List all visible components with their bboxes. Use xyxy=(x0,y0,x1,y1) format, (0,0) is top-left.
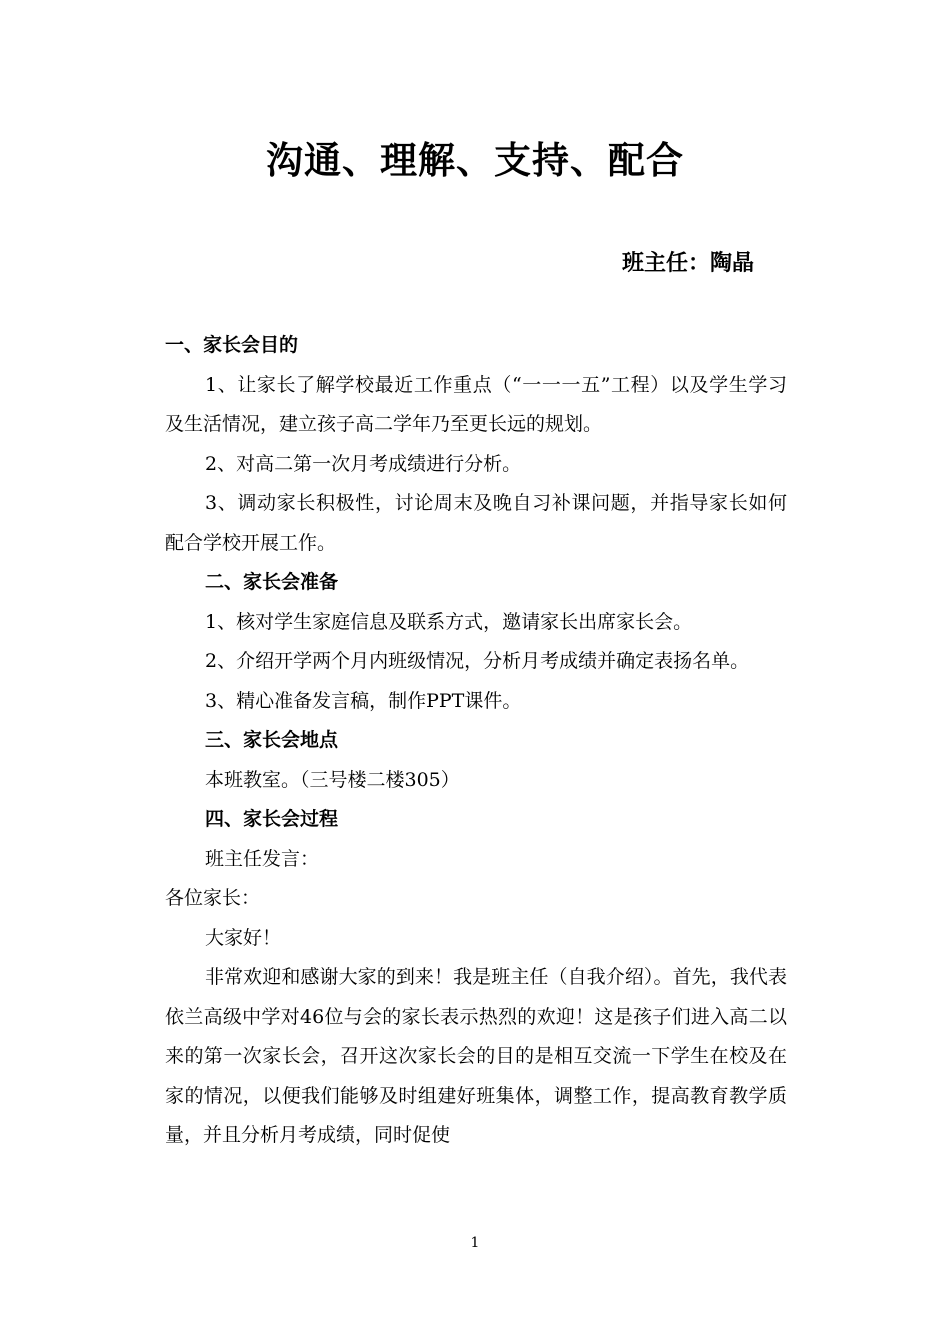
salutation: 各位家长： xyxy=(165,887,261,909)
paragraph: 3、精心准备发言稿，制作PPT课件。 xyxy=(205,689,522,712)
paragraph: 2、对高二第一次月考成绩进行分析。 xyxy=(205,452,522,475)
paragraph: 1、核对学生家庭信息及联系方式，邀请家长出席家长会。 xyxy=(205,610,693,633)
document-author: 班主任：陶晶 xyxy=(622,251,755,276)
document-title: 沟通、理解、支持、配合 xyxy=(266,139,684,182)
paragraph: 非常欢迎和感谢大家的到来！我是班主任（自我介绍）。首先，我代表依兰高级中学对46位与会的家长表示热烈的欢迎！这是孩子们进入高二以来的第一次家长会，召开这次家长会的目的是相互交流一下学生在校及在家的情况，以便我们能够及时组建好班集体，调整工作，提高教育教学质量，并且分析月考成绩，同时促使 xyxy=(165,966,787,1146)
paragraph: 2、介绍开学两个月内班级情况，分析月考成绩并确定表扬名单。 xyxy=(205,650,750,672)
paragraph: 班主任发言： xyxy=(205,847,320,870)
paragraph: 3、调动家长积极性，讨论周末及晚自习补课问题，并指导家长如何配合学校开展工作。 xyxy=(165,492,787,554)
paragraph: 本班教室。（三号楼二楼305） xyxy=(205,768,460,791)
section-heading-purpose: 一、家长会目的 xyxy=(165,334,299,356)
page-number: 1 xyxy=(470,1235,480,1251)
document-body xyxy=(165,326,787,1156)
section-heading-process: 四、家长会过程 xyxy=(205,808,339,830)
greeting: 大家好！ xyxy=(205,926,282,949)
section-heading-preparation: 二、家长会准备 xyxy=(205,571,339,593)
section-heading-location: 三、家长会地点 xyxy=(205,729,339,751)
paragraph: 1、让家长了解学校最近工作重点（“一一一五”工程）以及学生学习及生活情况，建立孩子高二学年乃至更长远的规划。 xyxy=(165,373,787,435)
